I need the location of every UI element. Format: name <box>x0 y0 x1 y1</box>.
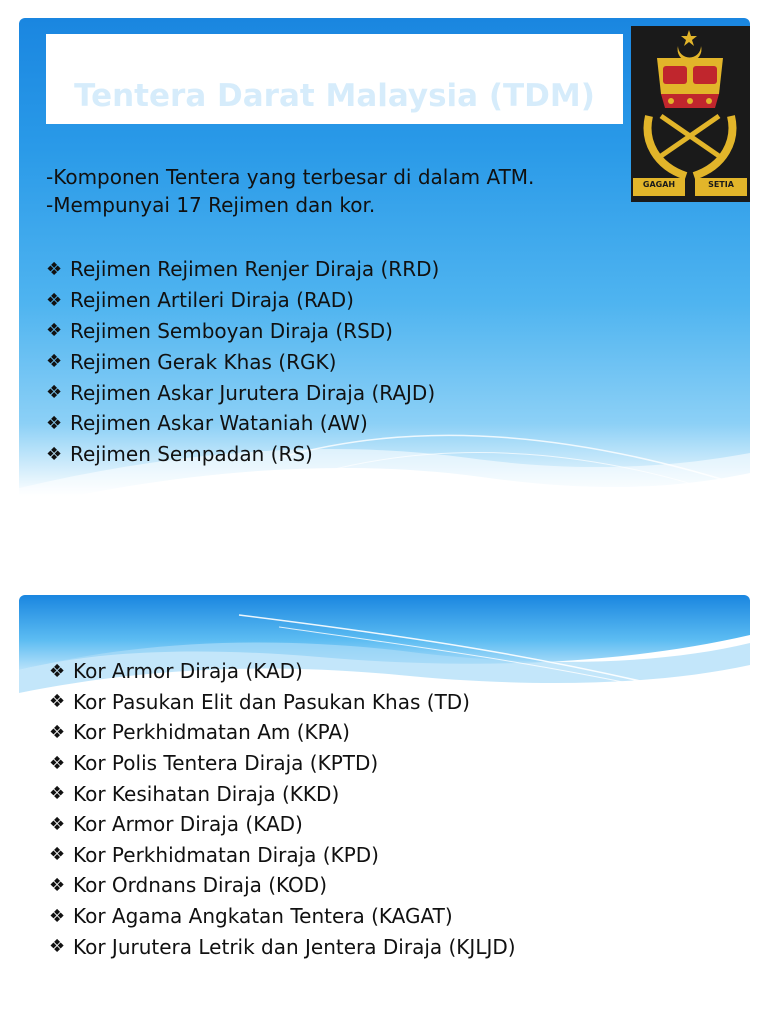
diamond-bullet-icon: ❖ <box>49 813 66 835</box>
list-item <box>49 748 516 779</box>
emblem-scroll-left: GAGAH <box>642 180 676 189</box>
diamond-bullet-icon: ❖ <box>46 289 63 311</box>
list-item <box>46 346 439 377</box>
title-box <box>46 34 623 124</box>
intro-line: -Mempunyai 17 Rejimen dan kor. <box>46 193 376 217</box>
list-item-label: Kor Pasukan Elit dan Pasukan Khas (TD) <box>73 689 470 714</box>
list-item-label: Kor Perkhidmatan Diraja (KPD) <box>73 842 379 867</box>
list-item-label: Rejimen Semboyan Diraja (RSD) <box>70 318 393 343</box>
list-item-label: Kor Armor Diraja (KAD) <box>73 812 303 837</box>
diamond-bullet-icon: ❖ <box>46 320 63 342</box>
list-item <box>46 254 439 285</box>
regiment-list <box>46 254 439 470</box>
diamond-bullet-icon: ❖ <box>46 443 63 465</box>
list-item <box>46 285 439 316</box>
list-item <box>49 778 516 809</box>
list-item-label: Rejimen Artileri Diraja (RAD) <box>70 288 354 313</box>
list-item-label: Kor Agama Angkatan Tentera (KAGAT) <box>73 904 453 929</box>
diamond-bullet-icon: ❖ <box>46 351 63 373</box>
list-item <box>46 316 439 347</box>
list-item <box>46 377 439 408</box>
diamond-bullet-icon: ❖ <box>49 752 66 774</box>
list-item <box>49 656 516 687</box>
list-item <box>49 870 516 901</box>
diamond-bullet-icon: ❖ <box>46 412 63 434</box>
intro-line: -Komponen Tentera yang terbesar di dalam ATM. <box>46 165 535 189</box>
list-item <box>49 717 516 748</box>
emblem-scroll-right: SETIA <box>708 180 734 189</box>
slide-title: Tentera Darat Malaysia (TDM) <box>74 78 595 114</box>
diamond-bullet-icon: ❖ <box>49 783 66 805</box>
list-item-label: Rejimen Askar Wataniah (AW) <box>70 411 368 436</box>
diamond-bullet-icon: ❖ <box>46 382 63 404</box>
list-item <box>49 809 516 840</box>
list-item-label: Kor Perkhidmatan Am (KPA) <box>73 720 350 745</box>
list-item-label: Kor Kesihatan Diraja (KKD) <box>73 781 340 806</box>
diamond-bullet-icon: ❖ <box>49 905 66 927</box>
diamond-bullet-icon: ❖ <box>46 258 63 280</box>
list-item-label: Rejimen Rejimen Renjer Diraja (RRD) <box>70 257 440 282</box>
list-item-label: Kor Jurutera Letrik dan Jentera Diraja (KJLJD) <box>73 934 516 959</box>
list-item <box>49 687 516 718</box>
list-item-label: Rejimen Askar Jurutera Diraja (RAJD) <box>70 380 436 405</box>
list-item-label: Kor Ordnans Diraja (KOD) <box>73 873 328 898</box>
list-item <box>49 840 516 871</box>
list-item <box>49 931 516 962</box>
army-crest-icon <box>631 26 750 202</box>
list-item <box>49 901 516 932</box>
diamond-bullet-icon: ❖ <box>49 874 66 896</box>
intro-text <box>46 163 534 219</box>
diamond-bullet-icon: ❖ <box>49 691 66 713</box>
list-item <box>46 408 439 439</box>
list-item-label: Rejimen Sempadan (RS) <box>70 442 313 467</box>
diamond-bullet-icon: ❖ <box>49 660 66 682</box>
list-item-label: Kor Armor Diraja (KAD) <box>73 659 303 684</box>
corps-list <box>49 656 516 962</box>
slide-2 <box>19 595 750 995</box>
list-item-label: Rejimen Gerak Khas (RGK) <box>70 349 337 374</box>
diamond-bullet-icon: ❖ <box>49 844 66 866</box>
diamond-bullet-icon: ❖ <box>49 936 66 958</box>
list-item-label: Kor Polis Tentera Diraja (KPTD) <box>73 751 379 776</box>
diamond-bullet-icon: ❖ <box>49 721 66 743</box>
slide-1 <box>19 18 750 538</box>
list-item <box>46 439 439 470</box>
